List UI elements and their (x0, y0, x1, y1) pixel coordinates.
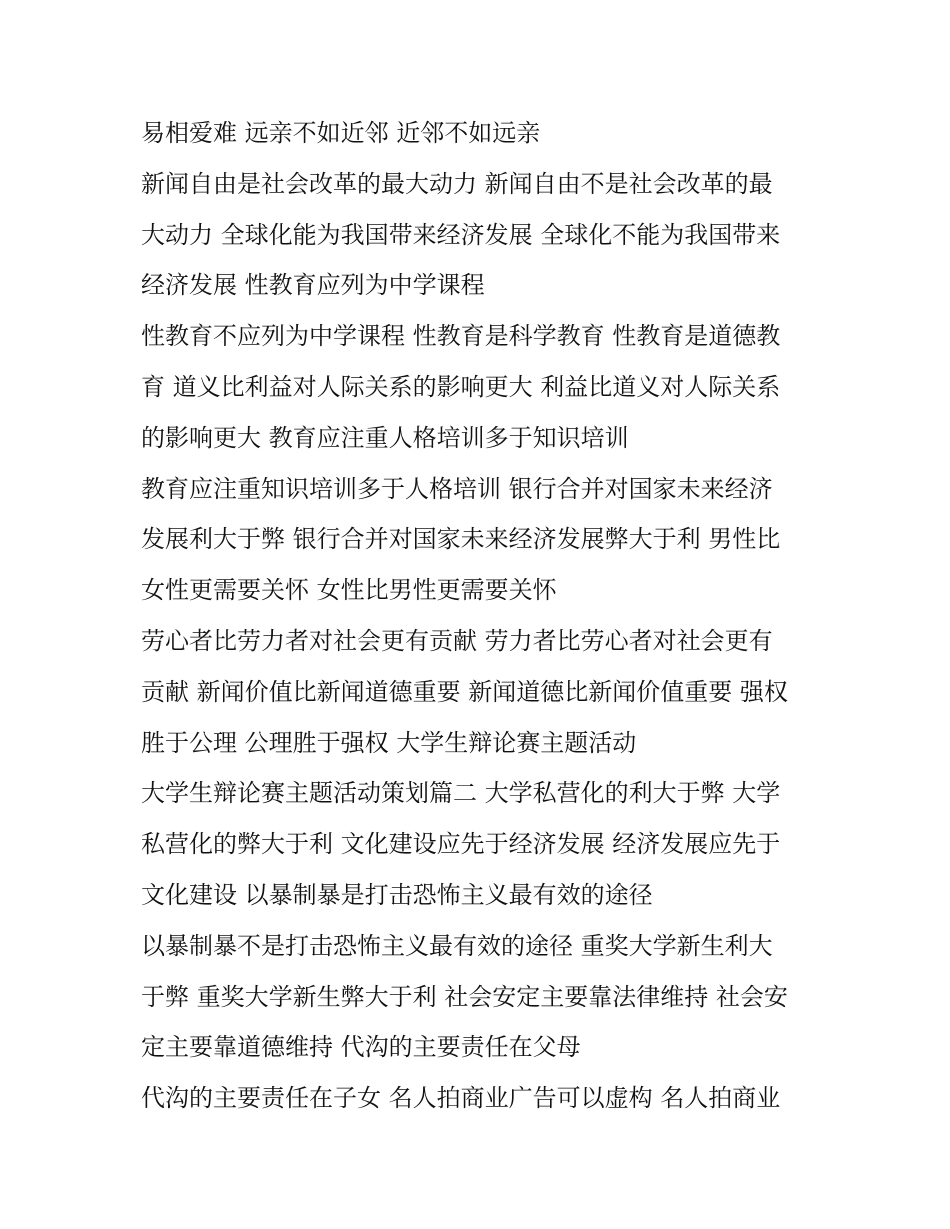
text-line: 定主要靠道德维持 代沟的主要责任在父母 (141, 1033, 581, 1062)
text-line: 劳心者比劳力者对社会更有贡献 劳力者比劳心者对社会更有 (141, 626, 773, 655)
text-line: 新闻自由是社会改革的最大动力 新闻自由不是社会改革的最 (141, 169, 773, 198)
text-line: 大学生辩论赛主题活动策划篇二 大学私营化的利大于弊 大学 (141, 779, 781, 808)
text-line: 以暴制暴不是打击恐怖主义最有效的途径 重奖大学新生利大 (141, 931, 773, 960)
text-line: 发展利大于弊 银行合并对国家未来经济发展弊大于利 男性比 (141, 525, 781, 554)
text-line: 易相爱难 远亲不如近邻 近邻不如远亲 (141, 119, 541, 147)
document-body (141, 108, 821, 1124)
text-line: 文化建设 以暴制暴是打击恐怖主义最有效的途径 (141, 880, 653, 909)
text-line: 大动力 全球化能为我国带来经济发展 全球化不能为我国带来 (141, 220, 781, 249)
text-line: 教育应注重知识培训多于人格培训 银行合并对国家未来经济 (141, 474, 773, 503)
text-line: 代沟的主要责任在子女 名人拍商业广告可以虚构 名人拍商业 (141, 1084, 781, 1113)
text-line: 贡献 新闻价值比新闻道德重要 新闻道德比新闻价值重要 强权 (141, 677, 788, 706)
text-line: 的影响更大 教育应注重人格培训多于知识培训 (141, 423, 629, 452)
text-line: 育 道义比利益对人际关系的影响更大 利益比道义对人际关系 (141, 372, 781, 401)
text-line: 胜于公理 公理胜于强权 大学生辩论赛主题活动 (141, 728, 637, 757)
text-line: 女性更需要关怀 女性比男性更需要关怀 (141, 576, 557, 605)
text-line: 于弊 重奖大学新生弊大于利 社会安定主要靠法律维持 社会安 (141, 982, 788, 1011)
text-line: 私营化的弊大于利 文化建设应先于经济发展 经济发展应先于 (141, 830, 781, 859)
text-line: 性教育不应列为中学课程 性教育是科学教育 性教育是道德教 (141, 322, 781, 351)
text-line: 经济发展 性教育应列为中学课程 (141, 271, 485, 300)
